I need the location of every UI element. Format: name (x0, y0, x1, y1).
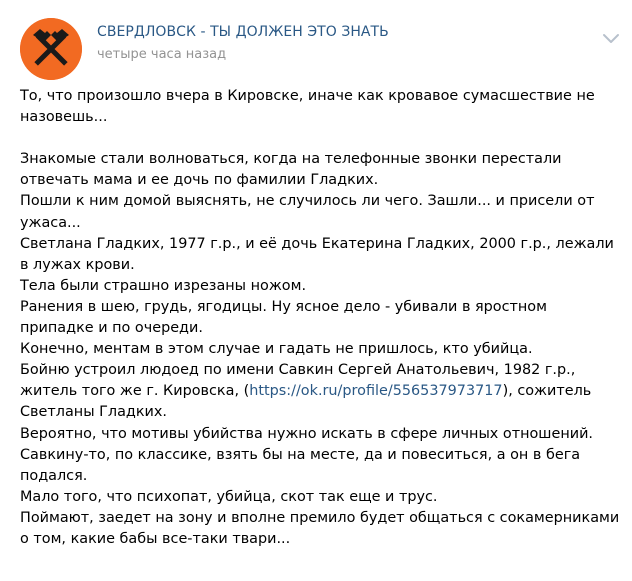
post-paragraph: Пошли к ним домой выяснять, не случилось ли чего. Зашли... и присели от ужаса... (20, 193, 595, 231)
post-paragraph: Вероятно, что мотивы убийства нужно искать в сфере личных отношений. (20, 425, 594, 442)
chevron-down-icon[interactable] (602, 30, 620, 42)
post-paragraph: Светлана Гладких, 1977 г.р., и её дочь Екатерина Гладких, 2000 г.р., лежали в лужах крови. (20, 235, 614, 273)
post-header (20, 18, 620, 80)
post-paragraph: Конечно, ментам в этом случае и гадать не пришлось, кто убийца. (20, 341, 533, 358)
post-text (20, 86, 620, 550)
post-time[interactable]: четыре часа назад (97, 47, 227, 62)
profile-link[interactable]: https://ok.ru/profile/556537973717 (249, 383, 503, 400)
post-paragraph: Савкину-то, по классике, взять бы на месте, да и повеситься, а он в бега подался. (20, 446, 581, 484)
author-name[interactable]: СВЕРДЛОВСК - ТЫ ДОЛЖЕН ЭТО ЗНАТЬ (97, 24, 389, 40)
paragraph-spacer (20, 128, 620, 149)
post-paragraph (20, 360, 620, 423)
post-paragraph: Тела были страшно изрезаны ножом. (20, 277, 307, 294)
post-text-segment: Бойню устроил людоед по имени Савкин Сергей Анатольевич, 1982 г.р., житель того же г. Кировска, ( (20, 362, 576, 400)
post-paragraph: То, что произошло вчера в Кировске, иначе как кровавое сумасшествие не назовешь... (20, 88, 595, 126)
post-paragraph: Знакомые стали волноваться, когда на телефонные звонки перестали отвечать мама и ее дочь по фамилии Гладких. (20, 151, 562, 189)
post-paragraph: Поймают, заедет на зону и вполне премило будет общаться с сокамерниками о том, какие бабы все-таки твари... (20, 509, 620, 547)
crossed-hammers-icon (20, 18, 82, 80)
post-text-segment: ), сожитель Светланы Гладких. (20, 383, 592, 421)
post-paragraph: Ранения в шею, грудь, ягодицы. Ну ясное дело - убивали в яростном припадке и по очереди. (20, 298, 547, 337)
post-paragraph: Мало того, что психопат, убийца, скот так еще и трус. (20, 488, 438, 505)
avatar[interactable] (20, 18, 82, 80)
